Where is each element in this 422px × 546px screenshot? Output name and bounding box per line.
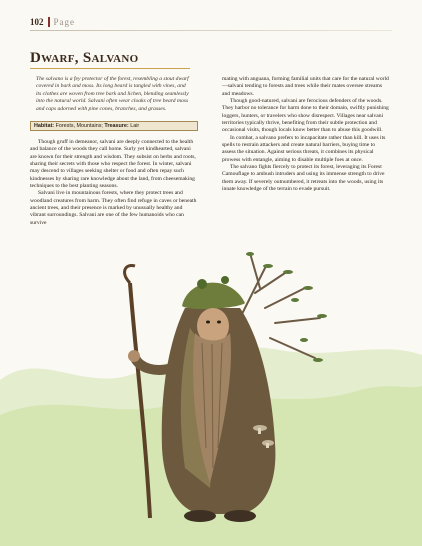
paragraph: Though gruff in demeanor, salvani are deeply connected to the health and balance of the woods they call home. Surly yet kindhearted, salvani are known for their strength and wisdom. They subsist on herbs and roots, sharing their secrets with those who respect the forest. In winter, salvani may descend to villages seeking shelter or food and often repay such kindnesses by sharing rare knowledge about the land, from cheesemaking techniques to the best planting seasons. bbox=[30, 139, 196, 190]
entry-title: Dwarf, Salvano bbox=[30, 50, 139, 66]
header-rule bbox=[30, 30, 392, 31]
paragraph: Salvani live in mountainous forests, where they protect trees and woodland creatures from harm. They often find refuge in caves or beneath ancient trees, and their presence is marked by unusually healthy and vibrant surroundings. Salvani are one of the few humanoids who can survive bbox=[30, 190, 197, 226]
habitat-label: Habitat: bbox=[34, 123, 55, 130]
page-number: 102 bbox=[30, 17, 44, 27]
paragraph: mating with anguana, forming familial units that care for the natural world—salvani tending to forests and trees while their mates oversee streams and meadows. bbox=[222, 76, 389, 97]
habitat-value: Forests, Mountains; bbox=[55, 123, 103, 130]
left-column bbox=[30, 76, 198, 227]
salvano-illustration bbox=[90, 248, 350, 528]
right-body bbox=[222, 76, 390, 194]
treasure-value: Lair bbox=[130, 123, 140, 130]
page-header bbox=[30, 14, 390, 30]
left-body bbox=[30, 139, 198, 227]
paragraph: The salvano fights fiercely to protect its forest, leveraging its Forest Camouflage to ambush intruders and using its immense strength to drive them away. If severely outnumbered, it retreats into the woods, using its innate knowledge of the terrain to evade pursuit. bbox=[222, 164, 385, 193]
page-word: Page bbox=[53, 17, 75, 27]
flavor-text: The salvano is a fey protector of the forest, resembling a stout dwarf covered in bark and moss. Its long beard is tangled with vines, and its clothes are woven from tree bark and lichen, blending seamlessly into the natural world. Salvani often wear cloaks of tree beard moss and caps adorned with pine cones, branches, and grasses. bbox=[36, 76, 189, 112]
right-column bbox=[222, 76, 390, 194]
paragraph: In combat, a salvano prefers to incapacitate rather than kill. It uses its spells to restrain attackers and create natural barriers, buying time to assess the situation. Against serious threats, it combines its physical prowess with entangle, aiming to disable multiple foes at once. bbox=[222, 134, 386, 163]
header-separator bbox=[48, 17, 50, 27]
stat-bar bbox=[30, 121, 198, 131]
title-rule bbox=[30, 68, 190, 69]
paragraph: Though good-natured, salvani are ferocious defenders of the woods. They harbor no tolerance for harm done to their domain, swiftly punishing loggers, hunters, or travelers who show disrespect. Villages near salvani territories typically thrive, benefiting from their subtle protection and occasional visits, though locals know better than to abuse this goodwill. bbox=[222, 98, 389, 134]
treasure-label: Treasure: bbox=[104, 123, 129, 130]
